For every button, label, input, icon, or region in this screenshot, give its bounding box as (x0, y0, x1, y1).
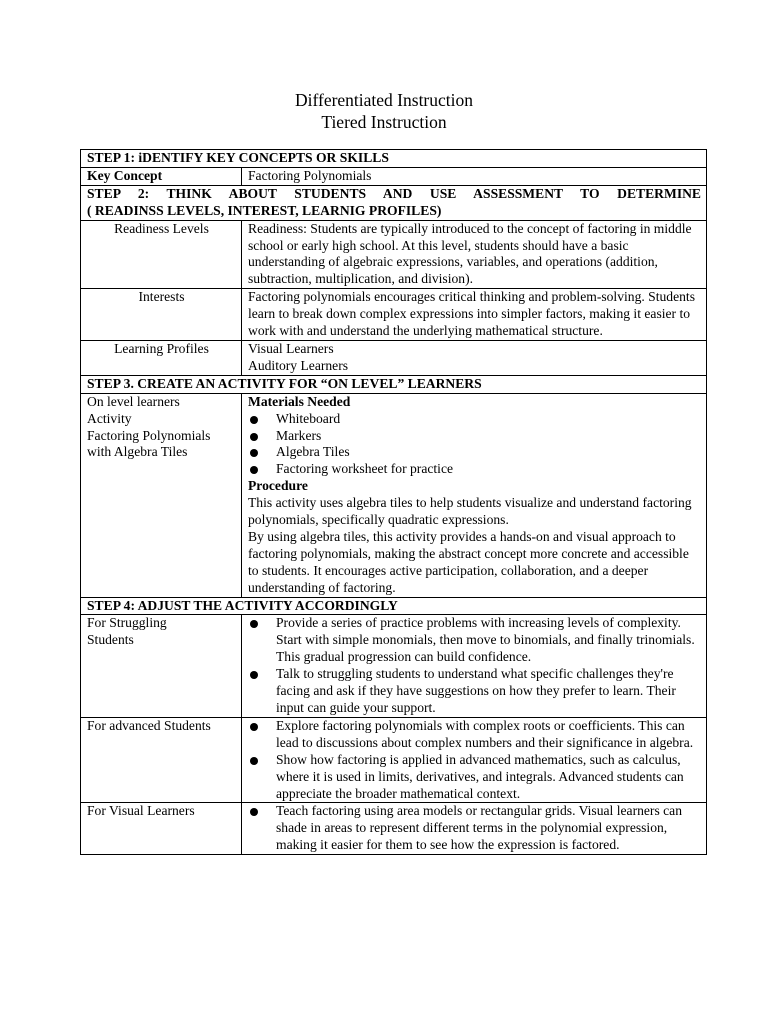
interests-label: Interests (81, 289, 242, 341)
key-concept-value: Factoring Polynomials (242, 167, 707, 185)
learning-profiles-list (242, 340, 707, 375)
struggling-row (81, 615, 707, 717)
struggling-list (248, 615, 701, 716)
document-title (0, 89, 768, 133)
learning-profiles-label: Learning Profiles (81, 340, 242, 375)
visual-learners-row (81, 803, 707, 855)
key-concept-label: Key Concept (81, 167, 242, 185)
step3-row (81, 375, 707, 393)
on-level-activity-row (81, 393, 707, 597)
step4-heading: STEP 4: ADJUST THE ACTIVITY ACCORDINGLY (81, 597, 707, 615)
activity-label-line: with Algebra Tiles (87, 444, 188, 460)
procedure-paragraph-2: By using algebra tiles, this activity provides a hands-on and visual approach to factoring polynomials, making the abstract concept more concrete and accessible to students. It encourages active participation, collaboration, and a deeper understanding of factoring. (248, 528, 689, 595)
advanced-list (248, 718, 701, 803)
step3-heading: STEP 3. CREATE AN ACTIVITY FOR “ON LEVEL” LEARNERS (81, 375, 707, 393)
step2-heading (81, 185, 707, 220)
advanced-item: Show how factoring is applied in advanced mathematics, such as calculus, where it is used in limits, derivatives, and integrals. Advanced students can appreciate the broader mathematical context. (248, 752, 701, 803)
visual-learners-list (248, 803, 701, 854)
readiness-text: Readiness: Students are typically introduced to the concept of factoring in middle school or early high school. At this level, students should have a basic understanding of algebraic expressions, variables, and operations (addition, subtraction, multiplication, and division). (242, 220, 707, 289)
key-concept-row (81, 167, 707, 185)
materials-item: Whiteboard (248, 411, 701, 428)
title-line-2: Tiered Instruction (321, 112, 447, 132)
step2-row (81, 185, 707, 220)
advanced-row (81, 717, 707, 803)
learning-profiles-row (81, 340, 707, 375)
advanced-item: Explore factoring polynomials with complex roots or coefficients. This can lead to discussions about complex numbers and their significance in algebra. (248, 718, 701, 752)
profile-item: Auditory Learners (248, 357, 349, 373)
title-line-1: Differentiated Instruction (294, 90, 474, 110)
visual-learners-item: Teach factoring using area models or rectangular grids. Visual learners can shade in areas to represent different terms in the polynomial expression, making it easier for them to see how the expression is factored. (248, 803, 701, 854)
readiness-label: Readiness Levels (81, 220, 242, 289)
materials-heading: Materials Needed (248, 393, 351, 409)
advanced-label: For advanced Students (81, 717, 242, 803)
struggling-label: For Struggling Students (81, 615, 242, 717)
visual-learners-label: For Visual Learners (81, 803, 242, 855)
materials-item: Algebra Tiles (248, 444, 701, 461)
materials-item: Factoring worksheet for practice (248, 461, 701, 478)
procedure-heading: Procedure (248, 478, 308, 494)
readiness-row (81, 220, 707, 289)
materials-list (248, 411, 701, 479)
struggling-item: Talk to struggling students to understand what specific challenges they're facing and ask if they have suggestions on how they prefer to learn. Their input can guide your support. (248, 666, 701, 717)
procedure-paragraph-1: This activity uses algebra tiles to help students visualize and understand factoring polynomials, specifically quadratic expressions. (248, 495, 692, 528)
step1-row (81, 150, 707, 168)
tiered-instruction-table (80, 149, 707, 855)
activity-label-line: Factoring Polynomials (87, 427, 211, 443)
struggling-item: Provide a series of practice problems with increasing levels of complexity. Start with simple monomials, then move to binomials, and finally trinomials. This gradual progression can build confidence. (248, 615, 701, 666)
profile-item: Visual Learners (248, 340, 334, 356)
interests-row (81, 289, 707, 341)
on-level-activity-details (242, 393, 707, 597)
step2-heading-line-2: ( READINSS LEVELS, INTEREST, LEARNIG PROFILES) (87, 202, 442, 218)
advanced-details (242, 717, 707, 803)
struggling-details (242, 615, 707, 717)
materials-item: Markers (248, 428, 701, 445)
activity-label-line: Activity (87, 410, 132, 426)
activity-label-line: On level learners (87, 393, 180, 409)
step4-row (81, 597, 707, 615)
interests-text: Factoring polynomials encourages critical thinking and problem-solving. Students learn to break down complex expressions into simpler factors, making it easier to work with and understand the underlying mathematical structure. (242, 289, 707, 341)
on-level-activity-label (81, 393, 242, 597)
step1-heading: STEP 1: iDENTIFY KEY CONCEPTS OR SKILLS (81, 150, 707, 168)
visual-learners-details (242, 803, 707, 855)
step2-heading-line-1: STEP 2: THINK ABOUT STUDENTS AND USE ASSESSMENT TO DETERMINE (87, 185, 701, 201)
